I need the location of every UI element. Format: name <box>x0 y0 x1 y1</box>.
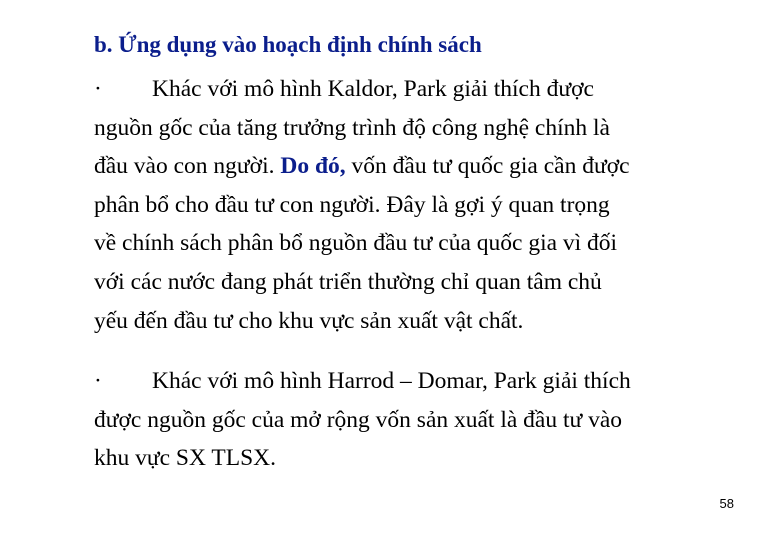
paragraph-text: Khác với mô hình Kaldor, Park giải thích được <box>152 76 594 102</box>
paragraph-line: với các nước đang phát triển thường chỉ quan tâm chủ <box>94 268 602 295</box>
paragraph-line: yếu đến đầu tư cho khu vực sản xuất vật chất. <box>94 307 524 334</box>
emphasis-text: Do đó, <box>280 153 346 180</box>
paragraph-text: Khác với mô hình Harrod – Domar, Park giải thích <box>152 368 631 394</box>
paragraph-line <box>94 147 744 186</box>
bullet-dot: · <box>94 368 102 394</box>
paragraph-text: vốn đầu tư quốc gia cần được <box>345 153 630 180</box>
section-heading: b. Ứng dụng vào hoạch định chính sách <box>94 32 482 57</box>
paragraph-line: nguồn gốc của tăng trưởng trình độ công nghệ chính là <box>94 114 610 141</box>
paragraph-line: về chính sách phân bổ nguồn đầu tư của quốc gia vì đối <box>94 230 618 257</box>
paragraph-line <box>94 70 744 109</box>
paragraph-line: phân bổ cho đầu tư con người. Đây là gợi ý quan trọng <box>94 191 610 218</box>
paragraph-line: được nguồn gốc của mở rộng vốn sản xuất là đầu tư vào <box>94 406 623 433</box>
paragraph-harrod-domar <box>94 362 744 478</box>
bullet-dot: · <box>94 76 102 102</box>
page-number: 58 <box>719 496 734 511</box>
paragraph-line <box>94 362 744 401</box>
paragraph-kaldor <box>94 70 744 340</box>
paragraph-text: đầu vào con người. <box>94 153 281 180</box>
paragraph-line: khu vực SX TLSX. <box>94 445 277 472</box>
